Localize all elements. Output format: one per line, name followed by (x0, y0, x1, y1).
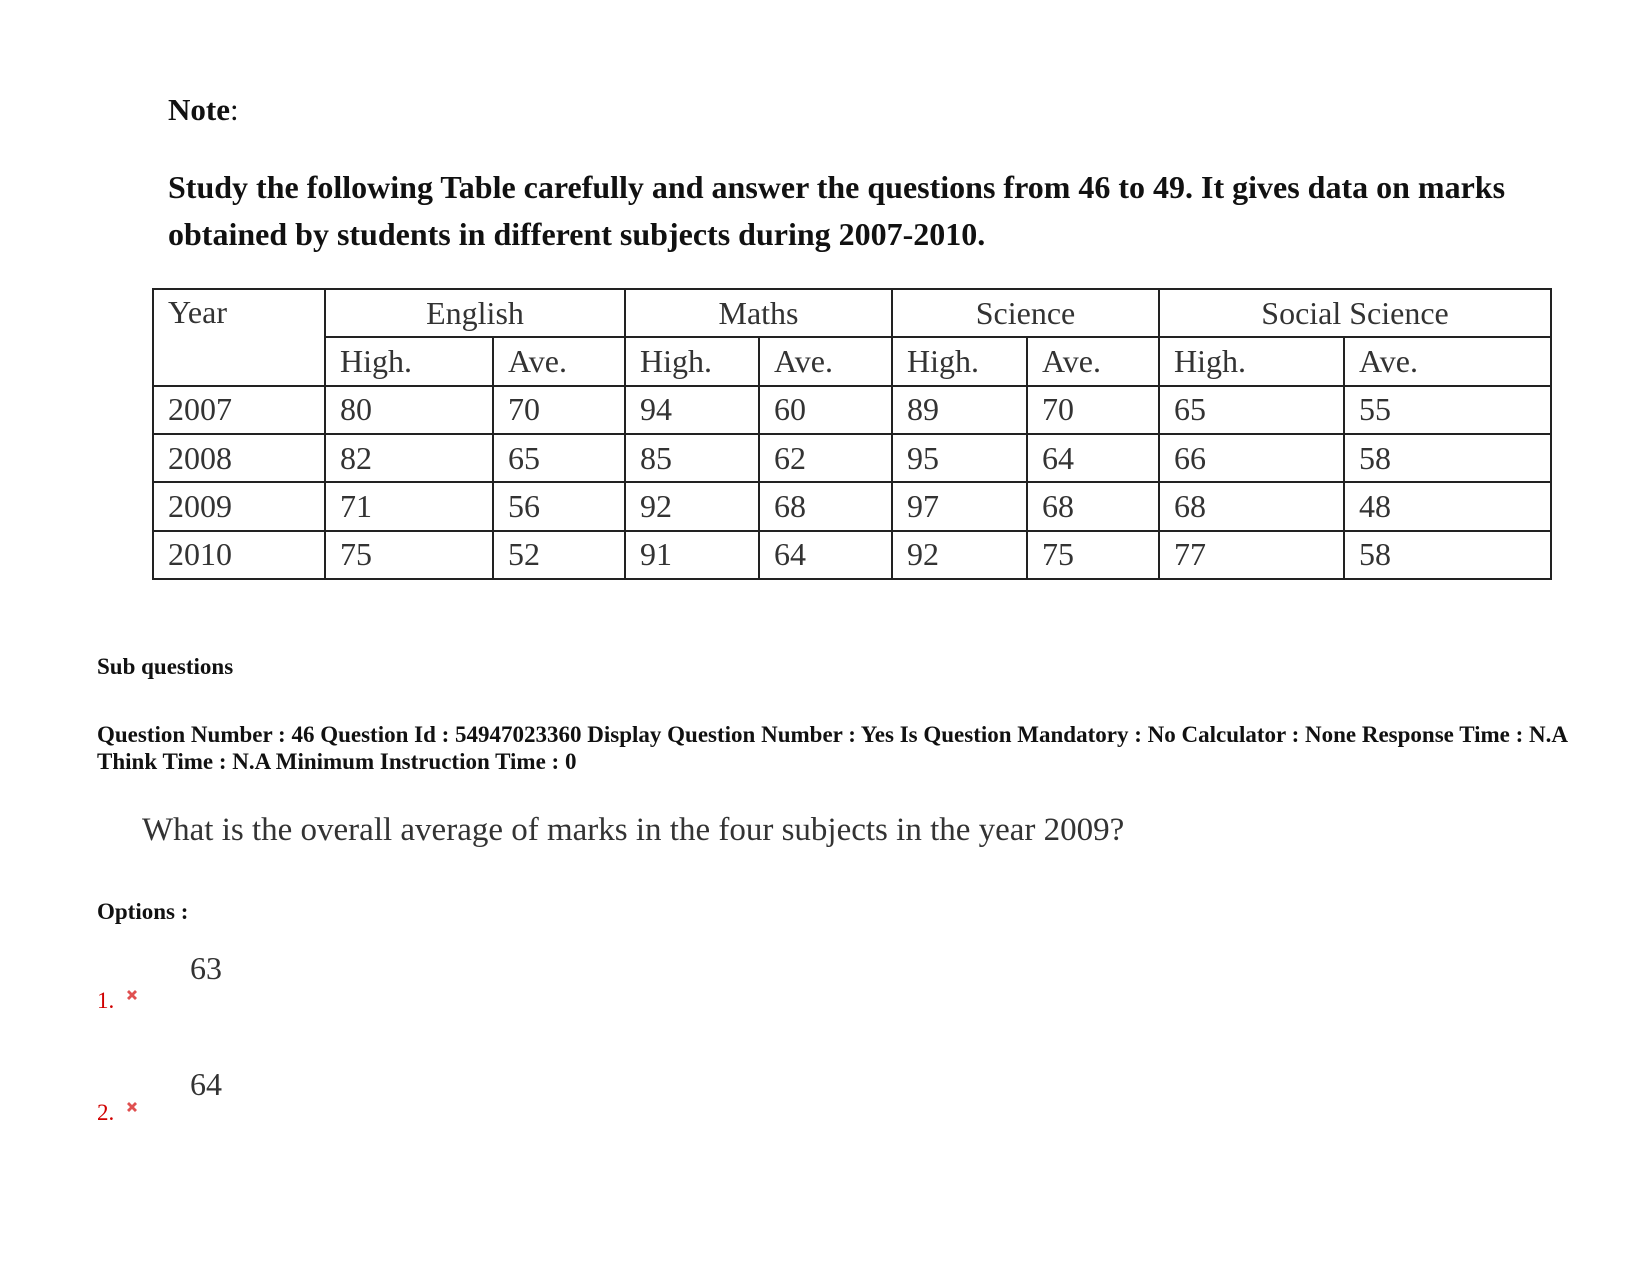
table-cell: 66 (1159, 434, 1344, 482)
table-instruction: Study the following Table carefully and answer the questions from 46 to 49. It gives data on marks obtained by students in different subjects during 2007-2010. (168, 169, 1506, 252)
table-cell: 92 (892, 531, 1027, 579)
table-subheader-row (153, 337, 1551, 385)
sub-questions-label: Sub questions (97, 654, 234, 679)
note-heading-colon: : (229, 92, 239, 127)
table-cell: 64 (759, 531, 892, 579)
table-cell: 80 (325, 386, 493, 434)
year-cell: 2007 (153, 386, 325, 434)
year-cell: 2009 (153, 482, 325, 530)
table-cell: 60 (759, 386, 892, 434)
table-cell: 89 (892, 386, 1027, 434)
table-row-2009 (153, 482, 1551, 530)
table-cell: 65 (1159, 386, 1344, 434)
table-cell: 95 (892, 434, 1027, 482)
table-cell: 52 (493, 531, 625, 579)
table-cell: 91 (625, 531, 759, 579)
wrong-answer-icon (124, 987, 140, 1003)
note-heading-text: Note (168, 92, 230, 127)
subheader-science-ave: Ave. (1027, 337, 1159, 385)
question-meta: Question Number : 46 Question Id : 54947023360 Display Question Number : Yes Is Question Mandatory : No Calculator : None Response Time : N.A Think Time : N.A Minimum Instruction Time : 0 (97, 722, 1567, 774)
marks-table (152, 288, 1552, 580)
table-row-2010 (153, 531, 1551, 579)
table-cell: 62 (759, 434, 892, 482)
table-row-2007 (153, 386, 1551, 434)
year-cell: 2010 (153, 531, 325, 579)
subject-header-english: English (325, 289, 625, 337)
table-cell: 64 (1027, 434, 1159, 482)
option-1-number: 1. (97, 988, 115, 1013)
options-label: Options : (97, 899, 189, 924)
table-cell: 70 (1027, 386, 1159, 434)
table-cell: 56 (493, 482, 625, 530)
subheader-english-high: High. (325, 337, 493, 385)
table-cell: 71 (325, 482, 493, 530)
table-cell: 75 (325, 531, 493, 579)
table-cell: 58 (1344, 531, 1551, 579)
option-1-value[interactable]: 63 (190, 950, 222, 986)
subheader-maths-ave: Ave. (759, 337, 892, 385)
wrong-answer-icon (124, 1099, 140, 1115)
option-2-number: 2. (97, 1100, 115, 1125)
table-cell: 68 (1159, 482, 1344, 530)
table-cell: 70 (493, 386, 625, 434)
table-header-row (153, 289, 1551, 337)
option-2-value[interactable]: 64 (190, 1066, 222, 1102)
table-cell: 55 (1344, 386, 1551, 434)
subheader-maths-high: High. (625, 337, 759, 385)
table-cell: 94 (625, 386, 759, 434)
table-cell: 85 (625, 434, 759, 482)
year-cell: 2008 (153, 434, 325, 482)
subject-header-maths: Maths (625, 289, 892, 337)
subject-header-science: Science (892, 289, 1159, 337)
table-row-2008 (153, 434, 1551, 482)
table-cell: 58 (1344, 434, 1551, 482)
subheader-english-ave: Ave. (493, 337, 625, 385)
subheader-science-high: High. (892, 337, 1027, 385)
table-cell: 92 (625, 482, 759, 530)
subheader-social-science-ave: Ave. (1344, 337, 1551, 385)
table-cell: 77 (1159, 531, 1344, 579)
table-cell: 82 (325, 434, 493, 482)
table-cell: 65 (493, 434, 625, 482)
table-cell: 68 (759, 482, 892, 530)
table-cell: 68 (1027, 482, 1159, 530)
note-heading (168, 92, 239, 128)
table-cell: 75 (1027, 531, 1159, 579)
table-cell: 48 (1344, 482, 1551, 530)
table-cell: 97 (892, 482, 1027, 530)
year-column-header: Year (153, 289, 325, 386)
question-text: What is the overall average of marks in the four subjects in the year 2009? (142, 812, 1125, 848)
subject-header-social-science: Social Science (1159, 289, 1551, 337)
subheader-social-science-high: High. (1159, 337, 1344, 385)
